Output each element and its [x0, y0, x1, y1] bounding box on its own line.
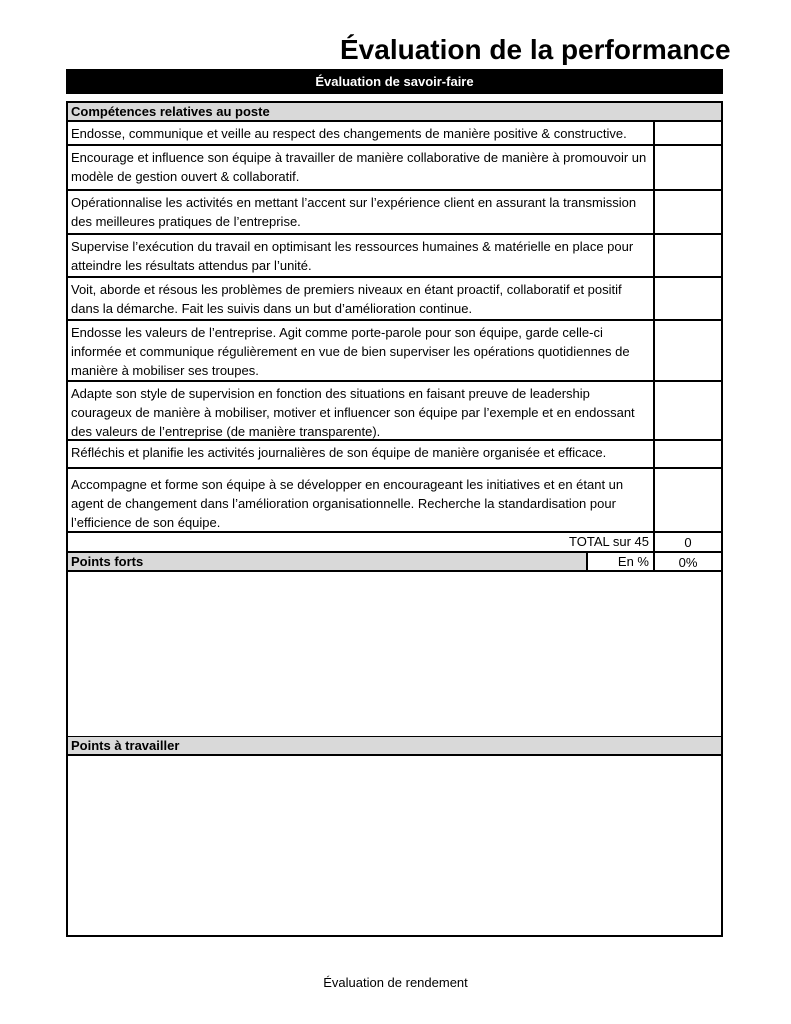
- evaluation-sheet: [66, 101, 723, 937]
- criterion-text: Supervise l’exécution du travail en optimisant les ressources humaines & matérielle en place pour atteindre les résultats attendus par l’unité.: [66, 234, 654, 277]
- criterion-text: Endosse, communique et veille au respect des changements de manière positive & constructive.: [66, 121, 654, 145]
- criterion-text: Voit, aborde et résous les problèmes de premiers niveaux en étant proactif, collaboratif et positif dans la démarche. Fait les suivis dans un but d’amélioration continue.: [66, 277, 654, 320]
- criterion-score-field[interactable]: [654, 381, 723, 440]
- criterion-score-field[interactable]: [654, 277, 723, 320]
- strengths-header: Points forts: [66, 552, 587, 572]
- criterion-score-field[interactable]: [654, 468, 723, 532]
- criterion-score-field[interactable]: [654, 320, 723, 381]
- criterion-text: Encourage et influence son équipe à travailler de manière collaborative de manière à promouvoir un modèle de gestion ouvert & collaboratif.: [66, 145, 654, 190]
- percent-label: En %: [587, 552, 654, 572]
- page-title: Évaluation de la performance: [340, 34, 731, 65]
- criterion-text: Opérationnalise les activités en mettant l’accent sur l’expérience client en assurant la transmission des meilleures pratiques de l’entreprise.: [66, 190, 654, 234]
- total-value: 0: [654, 532, 723, 552]
- total-label: TOTAL sur 45: [66, 532, 654, 552]
- criterion-score-field[interactable]: [654, 121, 723, 145]
- criterion-score-field[interactable]: [654, 440, 723, 468]
- page-footer: Évaluation de rendement: [323, 975, 468, 990]
- criterion-text: Accompagne et forme son équipe à se développer en encourageant les initiatives et en étant un agent de changement dans l’amélioration organisationnelle. Recherche la standardisation pour l’efficience de son équipe.: [66, 468, 654, 532]
- criterion-text: Réfléchis et planifie les activités journalières de son équipe de manière organisée et efficace.: [66, 440, 654, 468]
- section-banner: Évaluation de savoir-faire: [66, 69, 723, 94]
- strengths-textarea[interactable]: [66, 572, 723, 736]
- criterion-score-field[interactable]: [654, 234, 723, 277]
- percent-value: 0%: [654, 552, 723, 572]
- criterion-score-field[interactable]: [654, 145, 723, 190]
- improvements-header: Points à travailler: [66, 736, 723, 756]
- criterion-text: Endosse les valeurs de l’entreprise. Agit comme porte-parole pour son équipe, garde celle-ci informée et communique régulièrement en vue de bien superviser les opérations quotidiennes de manière à mobiliser ses troupes.: [66, 320, 654, 381]
- competences-header: Compétences relatives au poste: [66, 101, 723, 121]
- criterion-score-field[interactable]: [654, 190, 723, 234]
- criterion-text: Adapte son style de supervision en fonction des situations en faisant preuve de leadership courageux de manière à mobiliser, motiver et influencer son équipe par l’exemple et en endossant des valeurs de l’entreprise (de manière transparente).: [66, 381, 654, 440]
- improvements-textarea[interactable]: [66, 756, 723, 937]
